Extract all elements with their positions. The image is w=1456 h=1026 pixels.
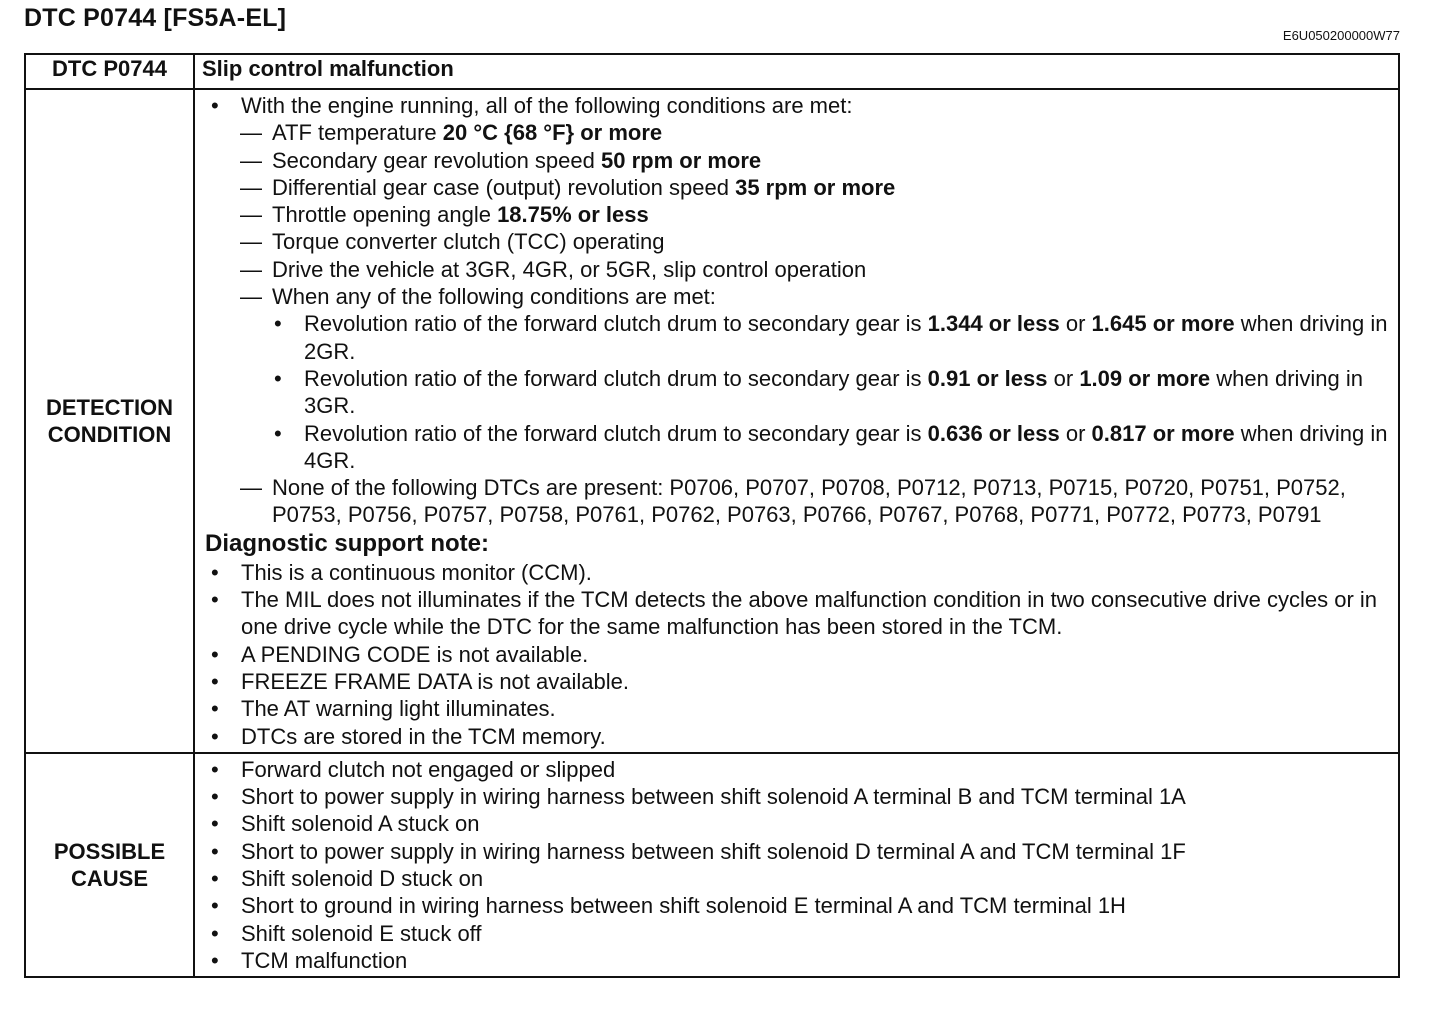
note-dtc-stored: • DTCs are stored in the TCM memory.: [203, 723, 1398, 750]
possible-label-line2: CAUSE: [70, 866, 148, 892]
ratio-3gr-post: when driving in 3GR.: [304, 365, 1364, 419]
condition-drive: — Drive the vehicle at 3GR, 4GR, or 5GR, slip control operation: [203, 256, 1398, 283]
document-code: E6U050200000W77: [1282, 28, 1400, 43]
ratio-4gr-low: 0.636 or less: [927, 420, 1060, 446]
diagnostic-support-note-heading: Diagnostic support note:: [205, 529, 489, 557]
ratio-2gr-high: 1.645 or more: [1091, 311, 1235, 337]
condition-atf-text: ATF temperature: [272, 120, 443, 146]
condition-differential-speed: [203, 174, 1398, 201]
note-mil: • The MIL does not illuminates if the TCM detects the above malfunction condition in two consecutive drive cycles or in one drive cycle while the DTC for the same malfunction has been stored in the TCM.: [203, 586, 1398, 641]
condition-differential-text: Differential gear case (output) revolution speed: [272, 174, 736, 200]
detection-row: [25, 89, 1399, 753]
cause-item: • Short to power supply in wiring harness between shift solenoid A terminal B and TCM terminal 1A: [203, 783, 1398, 810]
ratio-2gr-post: when driving in 2GR.: [304, 311, 1388, 364]
note-pending: • A PENDING CODE is not available.: [203, 641, 1398, 668]
ratio-2gr: [203, 310, 1398, 365]
ratio-3gr-pre: Revolution ratio of the forward clutch drum to secondary gear is: [304, 365, 928, 391]
possible-cause-label: [25, 753, 194, 977]
ratio-3gr: [203, 365, 1398, 420]
possible-label-line1: POSSIBLE: [53, 839, 166, 865]
condition-throttle-value: 18.75% or less: [497, 202, 649, 228]
condition-throttle: [203, 201, 1398, 228]
ratio-4gr-pre: Revolution ratio of the forward clutch drum to secondary gear is: [304, 420, 928, 446]
condition-any: — When any of the following conditions are met:: [203, 283, 1398, 310]
cause-item: • TCM malfunction: [203, 947, 1398, 974]
condition-differential-value: 35 rpm or more: [735, 174, 896, 200]
note-freeze-frame: • FREEZE FRAME DATA is not available.: [203, 668, 1398, 695]
detection-condition-label: [25, 89, 194, 753]
note-ccm: • This is a continuous monitor (CCM).: [203, 559, 1398, 586]
possible-cause-row: [25, 753, 1399, 977]
condition-atf: [203, 119, 1398, 146]
ratio-4gr-high: 0.817 or more: [1091, 420, 1235, 446]
dtc-table: [24, 53, 1400, 978]
detection-intro: • With the engine running, all of the following conditions are met:: [203, 92, 1398, 119]
detection-label-line1: DETECTION: [45, 394, 174, 420]
ratio-4gr-mid: or: [1059, 420, 1092, 446]
detection-label-line2: CONDITION: [47, 421, 172, 447]
cause-item: • Shift solenoid A stuck on: [203, 810, 1398, 837]
condition-tcc: — Torque converter clutch (TCC) operating: [203, 228, 1398, 255]
dtc-description-cell: Slip control malfunction: [194, 54, 1399, 89]
condition-secondary-value: 50 rpm or more: [601, 147, 762, 173]
page-title: DTC P0744 [FS5A-EL]: [24, 4, 287, 32]
cause-item: • Shift solenoid E stuck off: [203, 920, 1398, 947]
ratio-3gr-mid: or: [1047, 365, 1080, 391]
condition-secondary-text: Secondary gear revolution speed: [272, 147, 601, 173]
ratio-2gr-mid: or: [1059, 311, 1092, 337]
detection-condition-content: [194, 89, 1399, 753]
ratio-4gr-post: when driving in 4GR.: [304, 420, 1388, 473]
note-at-warning-light: • The AT warning light illuminates.: [203, 695, 1398, 722]
ratio-3gr-low: 0.91 or less: [927, 365, 1048, 391]
ratio-2gr-pre: Revolution ratio of the forward clutch drum to secondary gear is: [304, 311, 928, 337]
possible-cause-content: [194, 753, 1399, 977]
cause-item: • Shift solenoid D stuck on: [203, 865, 1398, 892]
condition-no-dtc: — None of the following DTCs are present: P0706, P0707, P0708, P0712, P0713, P0715, P0720, P0751, P0752, P0753, P0756, P0757, P0758, P0761, P0762, P0763, P0766, P0767, P0768, P0771, P0772, P0773, P0791: [203, 474, 1398, 529]
cause-item: • Forward clutch not engaged or slipped: [203, 756, 1398, 783]
condition-atf-value: 20 °C {68 °F} or more: [442, 120, 663, 146]
ratio-3gr-high: 1.09 or more: [1079, 365, 1211, 391]
cause-item: • Short to ground in wiring harness between shift solenoid E terminal A and TCM terminal 1H: [203, 892, 1398, 919]
ratio-4gr: [203, 420, 1398, 475]
ratio-2gr-low: 1.344 or less: [927, 311, 1060, 337]
header-row: [25, 54, 1399, 89]
condition-throttle-text: Throttle opening angle: [272, 202, 498, 228]
dtc-code-cell: DTC P0744: [25, 54, 194, 89]
cause-item: • Short to power supply in wiring harness between shift solenoid D terminal A and TCM terminal 1F: [203, 838, 1398, 865]
condition-secondary-speed: [203, 147, 1398, 174]
